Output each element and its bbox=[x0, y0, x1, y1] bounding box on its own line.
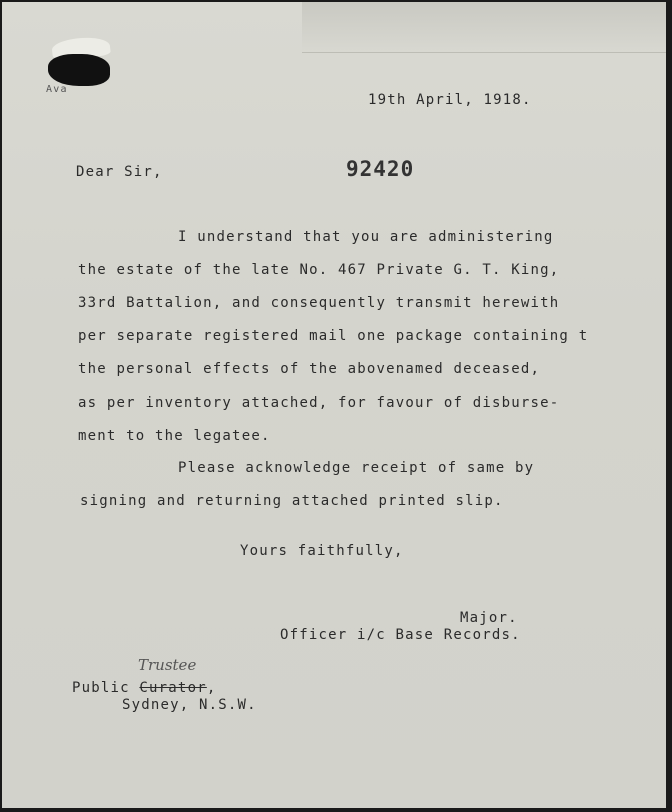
body-line: the personal effects of the abovenamed deceased, bbox=[78, 361, 541, 377]
letter-date: 19th April, 1918. bbox=[368, 92, 532, 108]
folded-edge bbox=[302, 2, 666, 53]
addressee-prefix: Public bbox=[72, 680, 130, 696]
body-line: 33rd Battalion, and consequently transmit herewith bbox=[78, 295, 560, 311]
body-line: as per inventory attached, for favour of disburse- bbox=[78, 395, 560, 411]
signatory-title: Officer i/c Base Records. bbox=[280, 627, 521, 643]
salutation: Dear Sir, bbox=[76, 164, 163, 180]
corner-mark: Ava bbox=[46, 84, 68, 95]
body-line: I understand that you are administering bbox=[178, 229, 554, 245]
body-line: ment to the legatee. bbox=[78, 428, 271, 444]
punch-hole bbox=[48, 54, 110, 86]
letter-page bbox=[2, 2, 666, 808]
closing: Yours faithfully, bbox=[240, 543, 404, 559]
struck-word: Curator bbox=[139, 680, 207, 696]
addressee-comma: , bbox=[206, 680, 217, 696]
addressee-line-2: Sydney, N.S.W. bbox=[122, 697, 257, 713]
handwritten-correction: Trustee bbox=[138, 656, 197, 674]
addressee-line-1 bbox=[72, 680, 216, 696]
body-line: signing and returning attached printed slip. bbox=[80, 493, 504, 509]
body-line: the estate of the late No. 467 Private G. T. King, bbox=[78, 262, 560, 278]
reference-number: 92420 bbox=[346, 157, 415, 181]
body-line: per separate registered mail one package containing t bbox=[78, 328, 589, 344]
body-line: Please acknowledge receipt of same by bbox=[178, 460, 535, 476]
signatory-rank: Major. bbox=[460, 610, 518, 626]
